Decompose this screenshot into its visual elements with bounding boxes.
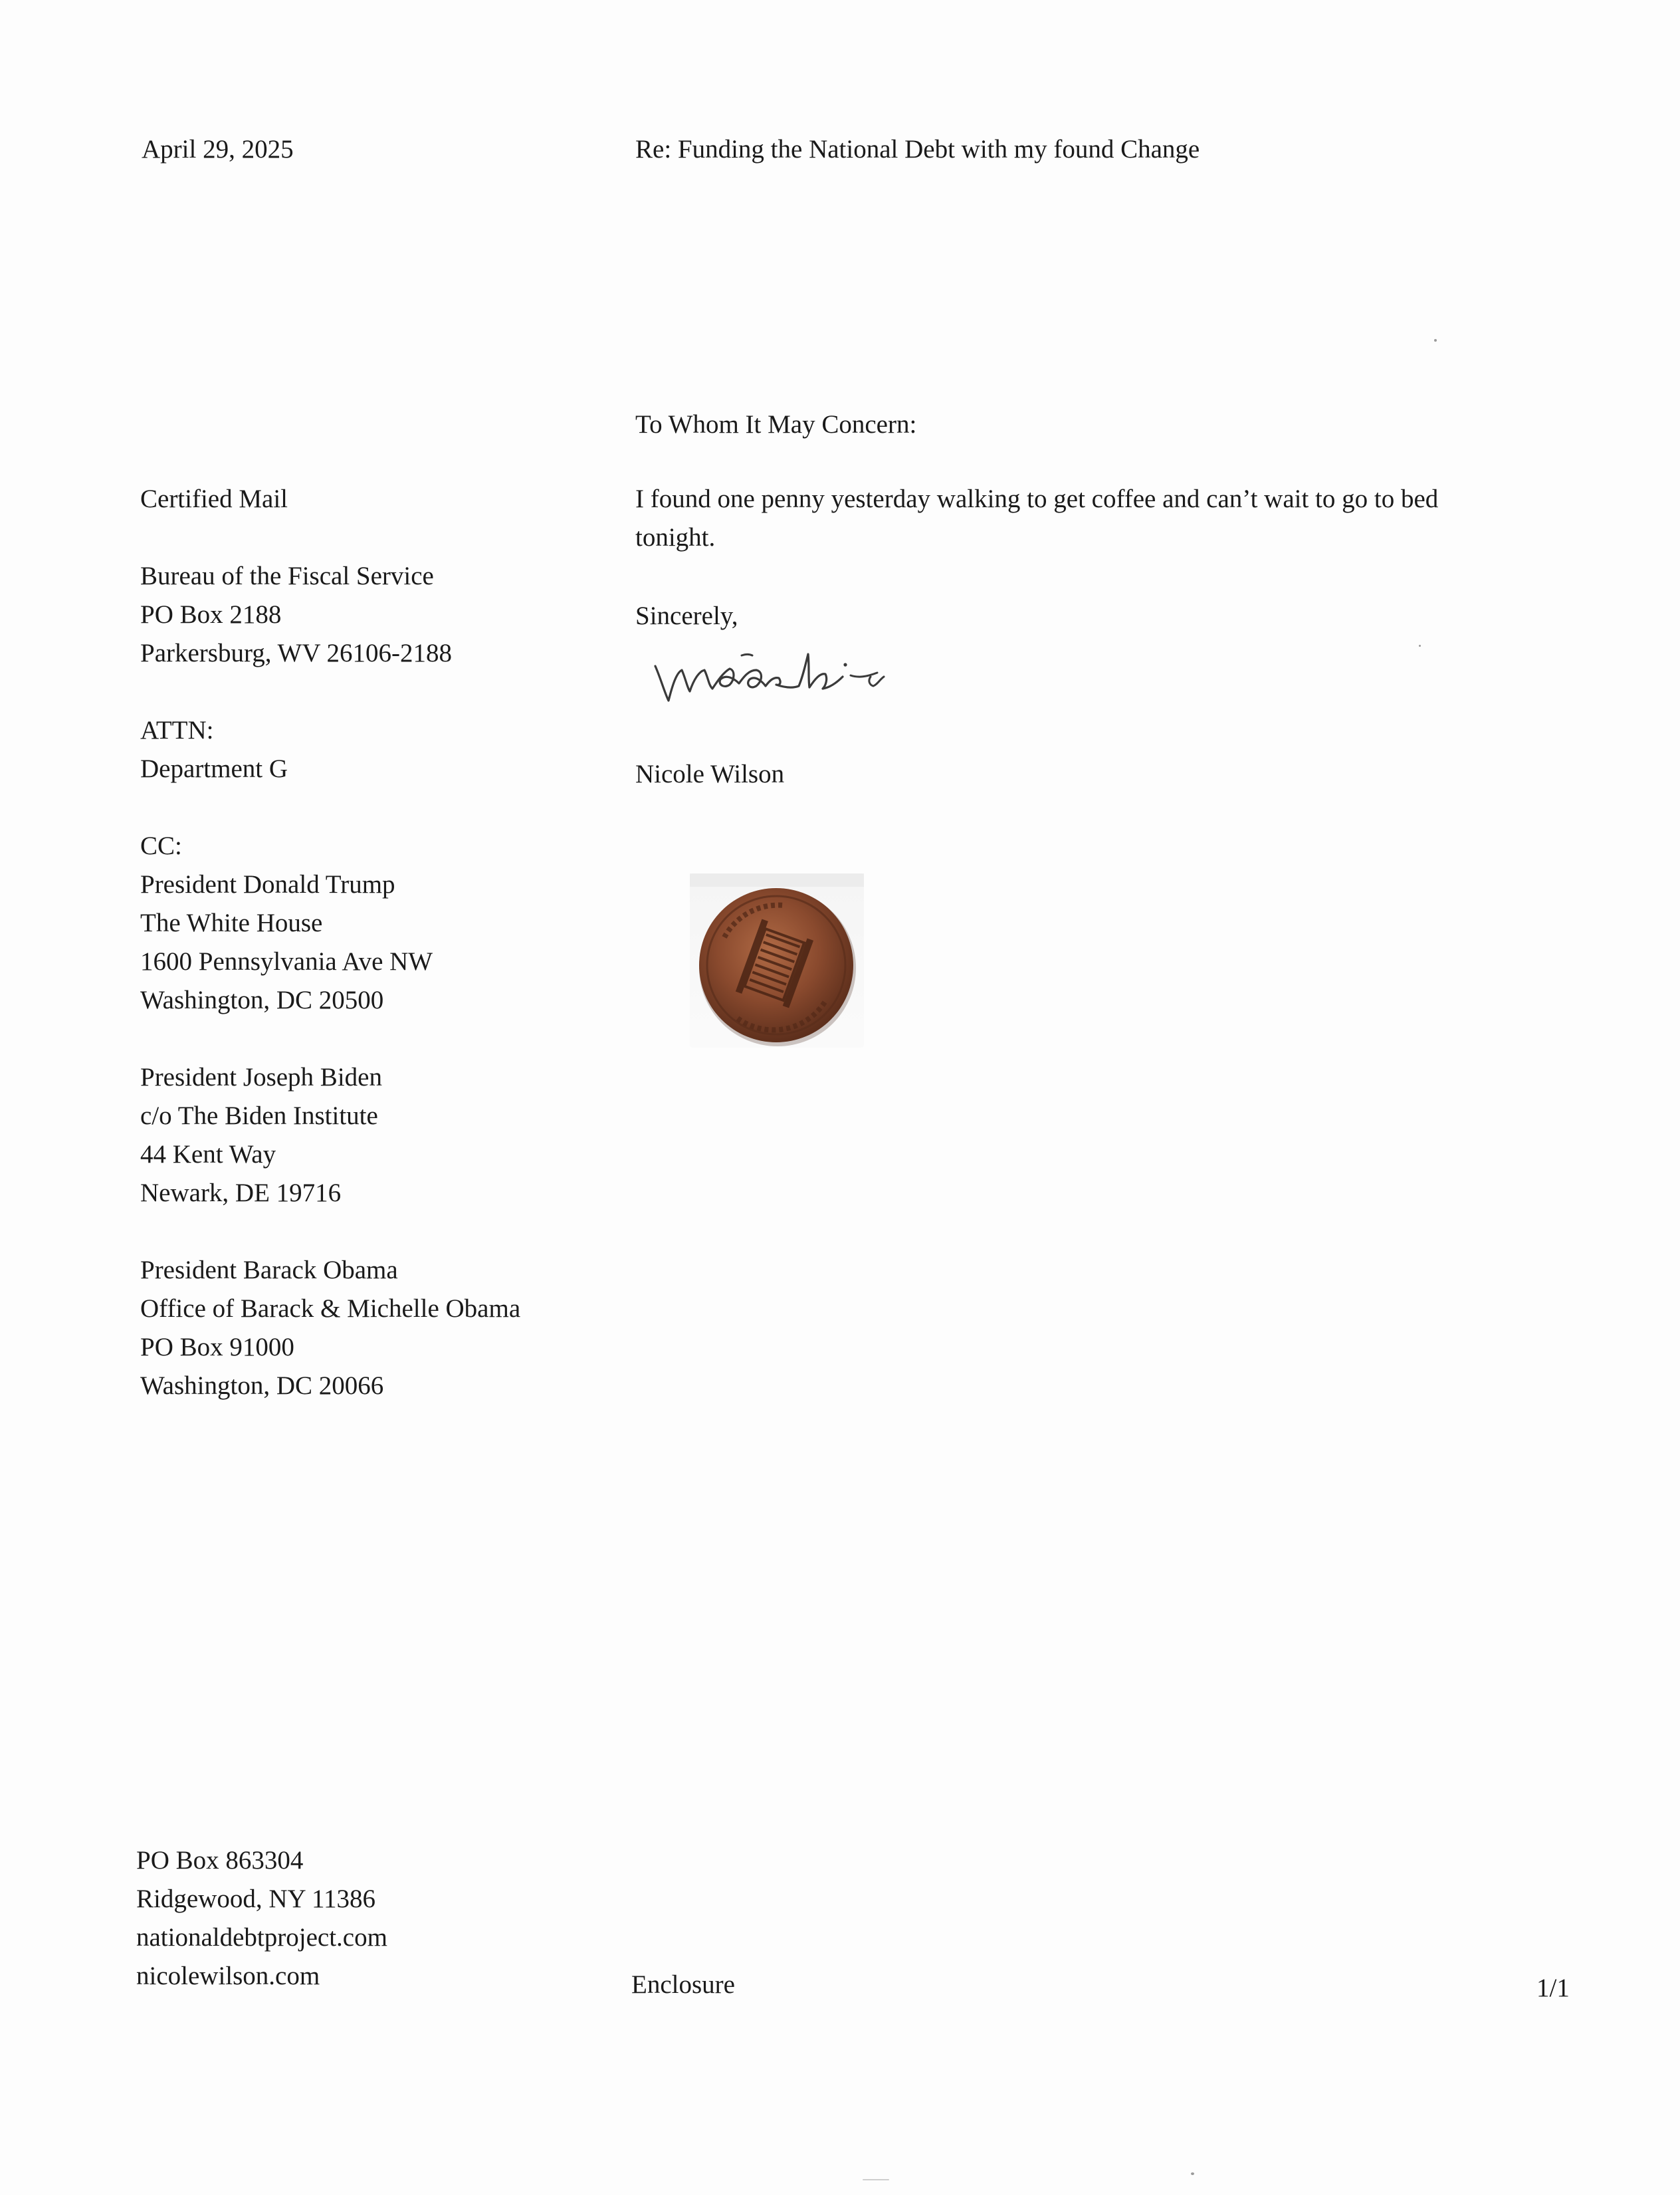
website-line: nationaldebtproject.com bbox=[136, 1923, 387, 1952]
address-line: PO Box 863304 bbox=[136, 1846, 304, 1875]
letter-subject: Re: Funding the National Debt with my found Change bbox=[635, 135, 1200, 164]
address-line: Washington, DC 20500 bbox=[140, 986, 384, 1014]
address-line: c/o The Biden Institute bbox=[140, 1101, 378, 1130]
address-line: Parkersburg, WV 26106-2188 bbox=[140, 639, 453, 667]
cc-label: CC: bbox=[140, 832, 182, 860]
mail-type-block bbox=[140, 480, 605, 519]
address-line: PO Box 91000 bbox=[140, 1333, 294, 1361]
enclosure-label: Enclosure bbox=[631, 1970, 735, 1999]
mail-type: Certified Mail bbox=[140, 485, 288, 513]
address-line: Office of Barack & Michelle Obama bbox=[140, 1294, 521, 1323]
attention-block bbox=[140, 711, 605, 788]
cc-recipient-obama bbox=[140, 1251, 605, 1405]
attn-label: ATTN: bbox=[140, 716, 214, 745]
attn-department: Department G bbox=[140, 754, 288, 783]
signer-name: Nicole Wilson bbox=[635, 760, 785, 788]
recipients-column bbox=[140, 480, 605, 1405]
primary-recipient-address bbox=[140, 557, 605, 673]
page-number: 1/1 bbox=[1536, 1974, 1570, 2002]
scan-speck bbox=[1419, 645, 1421, 647]
address-line: The White House bbox=[140, 909, 323, 937]
address-line: Ridgewood, NY 11386 bbox=[136, 1885, 376, 1913]
address-line: Washington, DC 20066 bbox=[140, 1371, 384, 1400]
scan-speck bbox=[1191, 2172, 1194, 2175]
salutation: To Whom It May Concern: bbox=[635, 410, 917, 439]
address-line: President Joseph Biden bbox=[140, 1063, 382, 1092]
scan-speck bbox=[863, 2179, 889, 2180]
closing: Sincerely, bbox=[635, 602, 738, 630]
cc-recipient-trump bbox=[140, 827, 605, 1020]
letter-body: I found one penny yesterday walking to get coffee and can’t wait to go to bed tonight. bbox=[635, 485, 1439, 552]
address-line: President Donald Trump bbox=[140, 870, 395, 899]
address-line: Newark, DE 19716 bbox=[140, 1179, 342, 1207]
enclosed-penny bbox=[684, 864, 871, 1057]
letter-date: April 29, 2025 bbox=[142, 135, 294, 164]
handwritten-signature bbox=[651, 638, 964, 718]
sender-address bbox=[136, 1841, 387, 1996]
scan-speck bbox=[1434, 339, 1437, 342]
address-line: PO Box 2188 bbox=[140, 600, 282, 629]
address-line: Bureau of the Fiscal Service bbox=[140, 562, 434, 590]
address-line: 1600 Pennsylvania Ave NW bbox=[140, 947, 433, 976]
address-line: 44 Kent Way bbox=[140, 1140, 276, 1169]
website-line: nicolewilson.com bbox=[136, 1962, 320, 1990]
cc-recipient-biden bbox=[140, 1058, 605, 1213]
address-line: President Barack Obama bbox=[140, 1256, 398, 1284]
penny-icon bbox=[684, 864, 871, 1057]
